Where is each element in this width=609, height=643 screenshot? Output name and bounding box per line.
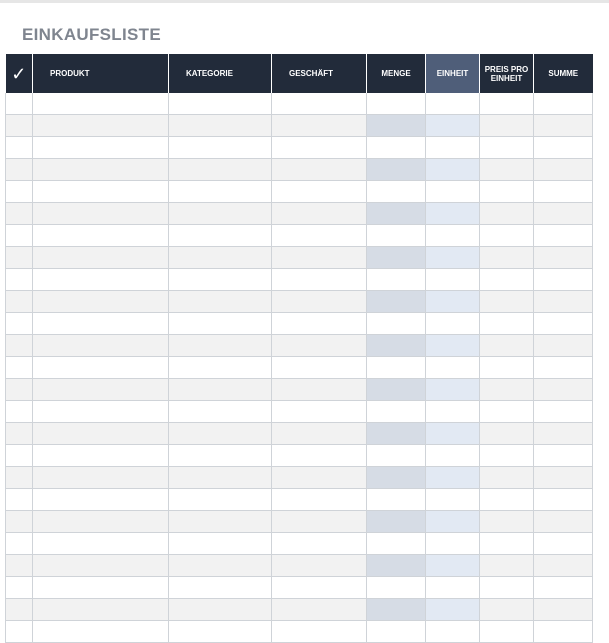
column-header-produkt[interactable]: PRODUKT bbox=[33, 54, 169, 93]
cell-preis[interactable] bbox=[480, 291, 534, 313]
table-row bbox=[6, 379, 593, 401]
column-header-kategorie[interactable]: KATEGORIE bbox=[169, 54, 272, 93]
cell-check[interactable] bbox=[6, 555, 33, 577]
cell-preis[interactable] bbox=[480, 93, 534, 115]
cell-produkt[interactable] bbox=[33, 489, 169, 511]
cell-einheit[interactable] bbox=[426, 181, 480, 203]
shopping-list-sheet bbox=[5, 54, 593, 643]
cell-einheit[interactable] bbox=[426, 379, 480, 401]
cell-check[interactable] bbox=[6, 313, 33, 335]
cell-geschaeft[interactable] bbox=[272, 555, 367, 577]
cell-check[interactable] bbox=[6, 291, 33, 313]
cell-menge[interactable] bbox=[367, 137, 426, 159]
table-row bbox=[6, 599, 593, 621]
cell-summe[interactable] bbox=[534, 159, 593, 181]
cell-produkt[interactable] bbox=[33, 401, 169, 423]
table-row bbox=[6, 445, 593, 467]
table-row bbox=[6, 115, 593, 137]
cell-check[interactable] bbox=[6, 93, 33, 115]
table-row bbox=[6, 621, 593, 643]
cell-produkt[interactable] bbox=[33, 313, 169, 335]
cell-kategorie[interactable] bbox=[169, 533, 272, 555]
cell-einheit[interactable] bbox=[426, 401, 480, 423]
cell-produkt[interactable] bbox=[33, 599, 169, 621]
cell-summe[interactable] bbox=[534, 489, 593, 511]
cell-geschaeft[interactable] bbox=[272, 225, 367, 247]
cell-menge[interactable] bbox=[367, 445, 426, 467]
cell-menge[interactable] bbox=[367, 511, 426, 533]
cell-produkt[interactable] bbox=[33, 93, 169, 115]
cell-kategorie[interactable] bbox=[169, 511, 272, 533]
cell-kategorie[interactable] bbox=[169, 93, 272, 115]
cell-produkt[interactable] bbox=[33, 269, 169, 291]
cell-menge[interactable] bbox=[367, 533, 426, 555]
cell-menge[interactable] bbox=[367, 247, 426, 269]
cell-geschaeft[interactable] bbox=[272, 379, 367, 401]
cell-geschaeft[interactable] bbox=[272, 511, 367, 533]
cell-preis[interactable] bbox=[480, 401, 534, 423]
table-row bbox=[6, 225, 593, 247]
cell-menge[interactable] bbox=[367, 225, 426, 247]
cell-menge[interactable] bbox=[367, 335, 426, 357]
cell-summe[interactable] bbox=[534, 599, 593, 621]
cell-check[interactable] bbox=[6, 335, 33, 357]
cell-kategorie[interactable] bbox=[169, 621, 272, 643]
cell-kategorie[interactable] bbox=[169, 489, 272, 511]
cell-menge[interactable] bbox=[367, 313, 426, 335]
cell-kategorie[interactable] bbox=[169, 269, 272, 291]
cell-preis[interactable] bbox=[480, 181, 534, 203]
table-row bbox=[6, 137, 593, 159]
cell-menge[interactable] bbox=[367, 357, 426, 379]
cell-geschaeft[interactable] bbox=[272, 269, 367, 291]
cell-kategorie[interactable] bbox=[169, 247, 272, 269]
cell-check[interactable] bbox=[6, 621, 33, 643]
cell-menge[interactable] bbox=[367, 621, 426, 643]
table-row bbox=[6, 93, 593, 115]
cell-geschaeft[interactable] bbox=[272, 335, 367, 357]
cell-summe[interactable] bbox=[534, 511, 593, 533]
cell-geschaeft[interactable] bbox=[272, 599, 367, 621]
cell-einheit[interactable] bbox=[426, 555, 480, 577]
cell-einheit[interactable] bbox=[426, 489, 480, 511]
cell-produkt[interactable] bbox=[33, 555, 169, 577]
cell-preis[interactable] bbox=[480, 269, 534, 291]
cell-kategorie[interactable] bbox=[169, 115, 272, 137]
cell-check[interactable] bbox=[6, 467, 33, 489]
table-row bbox=[6, 467, 593, 489]
cell-produkt[interactable] bbox=[33, 467, 169, 489]
cell-summe[interactable] bbox=[534, 533, 593, 555]
cell-produkt[interactable] bbox=[33, 621, 169, 643]
table-row bbox=[6, 511, 593, 533]
cell-geschaeft[interactable] bbox=[272, 467, 367, 489]
cell-check[interactable] bbox=[6, 137, 33, 159]
cell-geschaeft[interactable] bbox=[272, 137, 367, 159]
cell-summe[interactable] bbox=[534, 445, 593, 467]
cell-einheit[interactable] bbox=[426, 335, 480, 357]
table-body bbox=[6, 93, 593, 643]
cell-einheit[interactable] bbox=[426, 225, 480, 247]
cell-preis[interactable] bbox=[480, 555, 534, 577]
cell-check[interactable] bbox=[6, 269, 33, 291]
cell-check[interactable] bbox=[6, 247, 33, 269]
cell-summe[interactable] bbox=[534, 555, 593, 577]
cell-produkt[interactable] bbox=[33, 423, 169, 445]
cell-menge[interactable] bbox=[367, 423, 426, 445]
cell-einheit[interactable] bbox=[426, 599, 480, 621]
cell-preis[interactable] bbox=[480, 577, 534, 599]
cell-kategorie[interactable] bbox=[169, 599, 272, 621]
cell-check[interactable] bbox=[6, 445, 33, 467]
column-header-check[interactable] bbox=[6, 54, 33, 93]
table-row bbox=[6, 489, 593, 511]
cell-geschaeft[interactable] bbox=[272, 313, 367, 335]
cell-produkt[interactable] bbox=[33, 577, 169, 599]
cell-summe[interactable] bbox=[534, 335, 593, 357]
cell-einheit[interactable] bbox=[426, 115, 480, 137]
cell-geschaeft[interactable] bbox=[272, 533, 367, 555]
cell-summe[interactable] bbox=[534, 225, 593, 247]
cell-einheit[interactable] bbox=[426, 357, 480, 379]
cell-menge[interactable] bbox=[367, 489, 426, 511]
column-header-geschaeft[interactable]: GESCHÄFT bbox=[272, 54, 367, 93]
cell-kategorie[interactable] bbox=[169, 159, 272, 181]
cell-einheit[interactable] bbox=[426, 423, 480, 445]
column-header-preis-pro-einheit[interactable]: PREIS PRO EINHEIT bbox=[480, 54, 534, 93]
cell-preis[interactable] bbox=[480, 225, 534, 247]
table-row bbox=[6, 181, 593, 203]
cell-kategorie[interactable] bbox=[169, 137, 272, 159]
cell-geschaeft[interactable] bbox=[272, 93, 367, 115]
cell-einheit[interactable] bbox=[426, 291, 480, 313]
cell-summe[interactable] bbox=[534, 291, 593, 313]
top-border bbox=[0, 0, 609, 3]
table-row bbox=[6, 247, 593, 269]
cell-produkt[interactable] bbox=[33, 291, 169, 313]
cell-menge[interactable] bbox=[367, 291, 426, 313]
cell-produkt[interactable] bbox=[33, 225, 169, 247]
table-row bbox=[6, 577, 593, 599]
cell-preis[interactable] bbox=[480, 489, 534, 511]
cell-check[interactable] bbox=[6, 511, 33, 533]
cell-produkt[interactable] bbox=[33, 511, 169, 533]
cell-geschaeft[interactable] bbox=[272, 203, 367, 225]
cell-produkt[interactable] bbox=[33, 181, 169, 203]
cell-summe[interactable] bbox=[534, 269, 593, 291]
cell-kategorie[interactable] bbox=[169, 313, 272, 335]
cell-geschaeft[interactable] bbox=[272, 291, 367, 313]
table-row bbox=[6, 423, 593, 445]
cell-preis[interactable] bbox=[480, 357, 534, 379]
cell-einheit[interactable] bbox=[426, 313, 480, 335]
checkmark-icon: ✓ bbox=[11, 63, 27, 84]
cell-summe[interactable] bbox=[534, 247, 593, 269]
cell-einheit[interactable] bbox=[426, 467, 480, 489]
cell-geschaeft[interactable] bbox=[272, 445, 367, 467]
cell-produkt[interactable] bbox=[33, 159, 169, 181]
table-row bbox=[6, 203, 593, 225]
cell-geschaeft[interactable] bbox=[272, 247, 367, 269]
cell-preis[interactable] bbox=[480, 137, 534, 159]
cell-preis[interactable] bbox=[480, 379, 534, 401]
cell-preis[interactable] bbox=[480, 467, 534, 489]
cell-check[interactable] bbox=[6, 225, 33, 247]
cell-geschaeft[interactable] bbox=[272, 401, 367, 423]
cell-geschaeft[interactable] bbox=[272, 181, 367, 203]
cell-check[interactable] bbox=[6, 577, 33, 599]
cell-check[interactable] bbox=[6, 159, 33, 181]
cell-kategorie[interactable] bbox=[169, 357, 272, 379]
cell-produkt[interactable] bbox=[33, 533, 169, 555]
cell-produkt[interactable] bbox=[33, 357, 169, 379]
cell-check[interactable] bbox=[6, 357, 33, 379]
cell-kategorie[interactable] bbox=[169, 555, 272, 577]
cell-summe[interactable] bbox=[534, 379, 593, 401]
table-row bbox=[6, 269, 593, 291]
cell-preis[interactable] bbox=[480, 247, 534, 269]
cell-check[interactable] bbox=[6, 599, 33, 621]
cell-einheit[interactable] bbox=[426, 203, 480, 225]
cell-einheit[interactable] bbox=[426, 577, 480, 599]
cell-geschaeft[interactable] bbox=[272, 357, 367, 379]
cell-menge[interactable] bbox=[367, 379, 426, 401]
cell-menge[interactable] bbox=[367, 115, 426, 137]
cell-preis[interactable] bbox=[480, 313, 534, 335]
cell-check[interactable] bbox=[6, 489, 33, 511]
cell-einheit[interactable] bbox=[426, 159, 480, 181]
cell-geschaeft[interactable] bbox=[272, 115, 367, 137]
table-row bbox=[6, 313, 593, 335]
table-row bbox=[6, 401, 593, 423]
cell-produkt[interactable] bbox=[33, 137, 169, 159]
cell-kategorie[interactable] bbox=[169, 467, 272, 489]
cell-preis[interactable] bbox=[480, 159, 534, 181]
cell-check[interactable] bbox=[6, 203, 33, 225]
cell-summe[interactable] bbox=[534, 203, 593, 225]
cell-geschaeft[interactable] bbox=[272, 621, 367, 643]
cell-produkt[interactable] bbox=[33, 379, 169, 401]
cell-geschaeft[interactable] bbox=[272, 489, 367, 511]
cell-kategorie[interactable] bbox=[169, 181, 272, 203]
cell-preis[interactable] bbox=[480, 445, 534, 467]
cell-einheit[interactable] bbox=[426, 511, 480, 533]
cell-preis[interactable] bbox=[480, 621, 534, 643]
cell-kategorie[interactable] bbox=[169, 203, 272, 225]
cell-summe[interactable] bbox=[534, 137, 593, 159]
cell-summe[interactable] bbox=[534, 401, 593, 423]
column-header-summe[interactable]: SUMME bbox=[534, 54, 593, 93]
cell-summe[interactable] bbox=[534, 181, 593, 203]
cell-summe[interactable] bbox=[534, 357, 593, 379]
cell-einheit[interactable] bbox=[426, 445, 480, 467]
header-row bbox=[6, 54, 593, 93]
cell-summe[interactable] bbox=[534, 423, 593, 445]
cell-geschaeft[interactable] bbox=[272, 159, 367, 181]
table-row bbox=[6, 555, 593, 577]
cell-preis[interactable] bbox=[480, 511, 534, 533]
cell-check[interactable] bbox=[6, 423, 33, 445]
cell-menge[interactable] bbox=[367, 555, 426, 577]
cell-summe[interactable] bbox=[534, 577, 593, 599]
cell-preis[interactable] bbox=[480, 335, 534, 357]
cell-kategorie[interactable] bbox=[169, 291, 272, 313]
cell-einheit[interactable] bbox=[426, 621, 480, 643]
cell-summe[interactable] bbox=[534, 467, 593, 489]
cell-einheit[interactable] bbox=[426, 93, 480, 115]
cell-preis[interactable] bbox=[480, 599, 534, 621]
cell-einheit[interactable] bbox=[426, 269, 480, 291]
column-header-menge[interactable]: MENGE bbox=[367, 54, 426, 93]
cell-einheit[interactable] bbox=[426, 137, 480, 159]
cell-preis[interactable] bbox=[480, 203, 534, 225]
cell-einheit[interactable] bbox=[426, 247, 480, 269]
page-title: EINKAUFSLISTE bbox=[22, 25, 161, 44]
cell-menge[interactable] bbox=[367, 181, 426, 203]
cell-check[interactable] bbox=[6, 181, 33, 203]
cell-menge[interactable] bbox=[367, 599, 426, 621]
cell-summe[interactable] bbox=[534, 621, 593, 643]
cell-produkt[interactable] bbox=[33, 203, 169, 225]
cell-menge[interactable] bbox=[367, 93, 426, 115]
cell-check[interactable] bbox=[6, 533, 33, 555]
cell-preis[interactable] bbox=[480, 115, 534, 137]
shopping-list-table bbox=[5, 54, 593, 643]
cell-produkt[interactable] bbox=[33, 115, 169, 137]
cell-menge[interactable] bbox=[367, 159, 426, 181]
cell-menge[interactable] bbox=[367, 203, 426, 225]
cell-kategorie[interactable] bbox=[169, 445, 272, 467]
cell-geschaeft[interactable] bbox=[272, 577, 367, 599]
cell-preis[interactable] bbox=[480, 533, 534, 555]
column-header-einheit[interactable]: EINHEIT bbox=[426, 54, 480, 93]
cell-kategorie[interactable] bbox=[169, 335, 272, 357]
cell-produkt[interactable] bbox=[33, 445, 169, 467]
cell-preis[interactable] bbox=[480, 423, 534, 445]
cell-kategorie[interactable] bbox=[169, 379, 272, 401]
table-row bbox=[6, 335, 593, 357]
cell-menge[interactable] bbox=[367, 269, 426, 291]
cell-summe[interactable] bbox=[534, 93, 593, 115]
table-row bbox=[6, 291, 593, 313]
cell-produkt[interactable] bbox=[33, 335, 169, 357]
cell-menge[interactable] bbox=[367, 467, 426, 489]
cell-produkt[interactable] bbox=[33, 247, 169, 269]
cell-summe[interactable] bbox=[534, 313, 593, 335]
table-row bbox=[6, 357, 593, 379]
cell-check[interactable] bbox=[6, 401, 33, 423]
cell-kategorie[interactable] bbox=[169, 423, 272, 445]
table-row bbox=[6, 159, 593, 181]
cell-kategorie[interactable] bbox=[169, 577, 272, 599]
cell-geschaeft[interactable] bbox=[272, 423, 367, 445]
cell-summe[interactable] bbox=[534, 115, 593, 137]
cell-menge[interactable] bbox=[367, 401, 426, 423]
cell-kategorie[interactable] bbox=[169, 225, 272, 247]
cell-menge[interactable] bbox=[367, 577, 426, 599]
table-row bbox=[6, 533, 593, 555]
cell-einheit[interactable] bbox=[426, 533, 480, 555]
cell-kategorie[interactable] bbox=[169, 401, 272, 423]
cell-check[interactable] bbox=[6, 379, 33, 401]
cell-check[interactable] bbox=[6, 115, 33, 137]
